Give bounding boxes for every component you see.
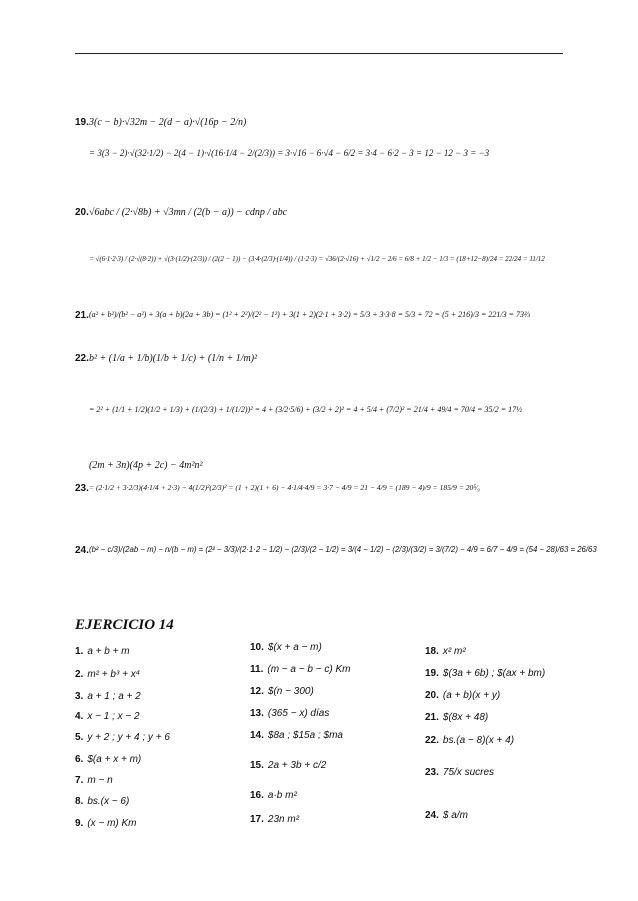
answer-number: 7.	[75, 775, 84, 786]
problem-number: 19.	[75, 117, 89, 128]
answer-item	[75, 754, 141, 765]
answer-text: y + 2 ; y + 4 ; y + 6	[87, 732, 170, 743]
answer-item	[75, 646, 130, 657]
answer-text: a + 1 ; a + 2	[87, 691, 141, 702]
answer-number: 6.	[75, 754, 84, 765]
answer-number: 22.	[425, 735, 439, 746]
answer-number: 14.	[250, 730, 264, 741]
top-rule	[75, 53, 563, 54]
answer-text: bs.(a − 8)(x + 4)	[442, 735, 515, 746]
problem-number: 22.	[75, 353, 89, 364]
answer-item	[250, 708, 329, 719]
problem-solution: = 2² + (1/1 + 1/2)(1/2 + 1/3) + (1/(2/3) + 1/(1/2))² = 4 + (3/2·5/6) + (3/2 + 2)² = 4 + 5/4 + (7/2)² = 21/4 + 49/4 = 70/4 = 35/2 = 17½	[89, 405, 523, 414]
answer-number: 21.	[425, 712, 439, 723]
answer-number: 10.	[250, 642, 264, 653]
problem-24	[75, 525, 597, 585]
answer-text: $(n − 300)	[267, 686, 314, 697]
answer-number: 17.	[250, 814, 264, 825]
problem-expression: √6abc / (2·√8b) + √3mn / (2(b − a)) − cdnp / abc	[89, 207, 288, 218]
answer-text: m − n	[87, 775, 113, 786]
problem-20	[75, 197, 565, 277]
answer-item	[75, 691, 141, 702]
answer-text: (m − a − b − c) Km	[267, 664, 351, 675]
answer-number: 19.	[425, 668, 439, 679]
answer-number: 5.	[75, 732, 84, 743]
problem-22	[75, 345, 565, 435]
section-title: EJERCICIO 14	[75, 617, 174, 633]
problem-expression: (b² − c/3)/(2ab − m) − n/(b − m) = (2² − 3/3)/(2·1·2 − 1/2) − (2/3)/(2 − 1/2) = 3/(4 − 1/2) − (2/3)/(3/2) = 3/(7/2) − 4/9 = 6/7 − 4/9 = (54 − 28)/63 = 26/63	[89, 545, 597, 554]
answer-text: a·b m²	[267, 790, 297, 801]
answer-item	[425, 810, 468, 821]
answer-item	[75, 711, 140, 722]
problem-number: 20.	[75, 207, 89, 218]
answer-number: 3.	[75, 691, 84, 702]
answer-item	[75, 732, 170, 743]
answer-number: 1.	[75, 646, 84, 657]
answer-number: 23.	[425, 767, 439, 778]
problem-expression: 3(c − b)·√32m − 2(d − a)·√(16p − 2/n)	[89, 117, 247, 128]
problem-19	[75, 108, 565, 178]
answer-number: 11.	[250, 664, 264, 675]
problem-number: 21.	[75, 310, 89, 321]
problem-solution: = (2·1/2 + 3·2/3)(4·1/4 + 2·3) − 4(1/2)²(2/3)² = (1 + 2)(1 + 6) − 4·1/4·4/9 = 3·7 − 4/9 = 21 − 4/9 = (189 − 4)/9 = 185/9 = 20⁵⁄₉	[89, 483, 480, 492]
answer-item	[75, 669, 140, 680]
answer-item	[250, 814, 299, 825]
answer-text: m² + b³ + x⁴	[87, 669, 141, 680]
answer-item	[75, 818, 137, 829]
answer-text: 75/x sucres	[442, 767, 495, 778]
answer-item	[425, 712, 488, 723]
answer-text: (a + b)(x + y)	[442, 690, 501, 701]
answer-number: 15.	[250, 760, 264, 771]
answer-text: (365 − x) días	[267, 708, 330, 719]
problem-solution: = √(6·1·2·3) / (2·√(8·2)) + √(3·(1/2)·(2/3)) / (2(2 − 1)) − (3·4·(2/3)·(1/4)) / (1·2·3) = √36/(2·√16) + √1/2 − 2/6 = 6/8 + 1/2 − 1/3 = (18+12−8)/24 = 22/24 = 11/12	[89, 255, 545, 263]
problem-expression: (a² + b²)/(b² − a²) + 3(a + b)(2a + 3b) = (1² + 2²)/(2² − 1²) + 3(1 + 2)(2·1 + 3·2) = 5/3 + 3·3·8 = 5/3 + 72 = (5 + 216)/3 = 221/3 = 73⅔	[89, 310, 531, 319]
answer-text: x² m²	[442, 646, 466, 657]
answer-text: $(a + x + m)	[87, 754, 142, 765]
answer-item	[425, 646, 466, 657]
answer-text: $(8x + 48)	[442, 712, 489, 723]
answer-text: (x − m) Km	[87, 818, 137, 829]
problem-solution: = 3(3 − 2)·√(32·1/2) − 2(4 − 1)·√(16·1/4 − 2/(2/3)) = 3·√16 − 6·√4 − 6/2 = 3·4 − 6·2 − 3 = 12 − 12 − 3 = −3	[89, 148, 490, 158]
answer-item	[75, 775, 113, 786]
answer-text: x − 1 ; x − 2	[87, 711, 140, 722]
answer-item	[75, 796, 129, 807]
problem-number: 23.	[75, 483, 89, 494]
answer-text: 23n m²	[267, 814, 300, 825]
answer-item	[425, 735, 514, 746]
answer-item	[250, 790, 297, 801]
answer-text: $8a ; $15a ; $ma	[267, 730, 343, 741]
answer-number: 20.	[425, 690, 439, 701]
answer-text: $ a/m	[442, 810, 468, 821]
answer-item	[425, 668, 545, 679]
problem-23	[75, 455, 565, 515]
problem-number: 24.	[75, 545, 89, 556]
answer-item	[250, 760, 326, 771]
answer-number: 24.	[425, 810, 439, 821]
answer-number: 8.	[75, 796, 84, 807]
answer-text: bs.(x − 6)	[87, 796, 130, 807]
problem-expression: b² + (1/a + 1/b)(1/b + 1/c) + (1/n + 1/m)²	[89, 353, 258, 364]
answer-number: 18.	[425, 646, 439, 657]
answer-number: 16.	[250, 790, 264, 801]
answer-number: 9.	[75, 818, 84, 829]
answer-number: 2.	[75, 669, 84, 680]
answer-text: a + b + m	[87, 646, 130, 657]
answer-item	[425, 767, 494, 778]
answer-item	[250, 730, 343, 741]
answer-number: 13.	[250, 708, 264, 719]
answer-number: 12.	[250, 686, 264, 697]
problem-21	[75, 292, 565, 332]
answer-text: $(x + a − m)	[267, 642, 322, 653]
answer-text: 2a + 3b + c/2	[267, 760, 327, 771]
answer-text: $(3a + 6b) ; $(ax + bm)	[442, 668, 546, 679]
problem-expression: (2m + 3n)(4p + 2c) − 4m²n²	[89, 460, 203, 471]
answer-number: 4.	[75, 711, 84, 722]
answer-item	[250, 686, 314, 697]
answer-item	[250, 664, 350, 675]
answer-item	[250, 642, 322, 653]
answer-item	[425, 690, 500, 701]
